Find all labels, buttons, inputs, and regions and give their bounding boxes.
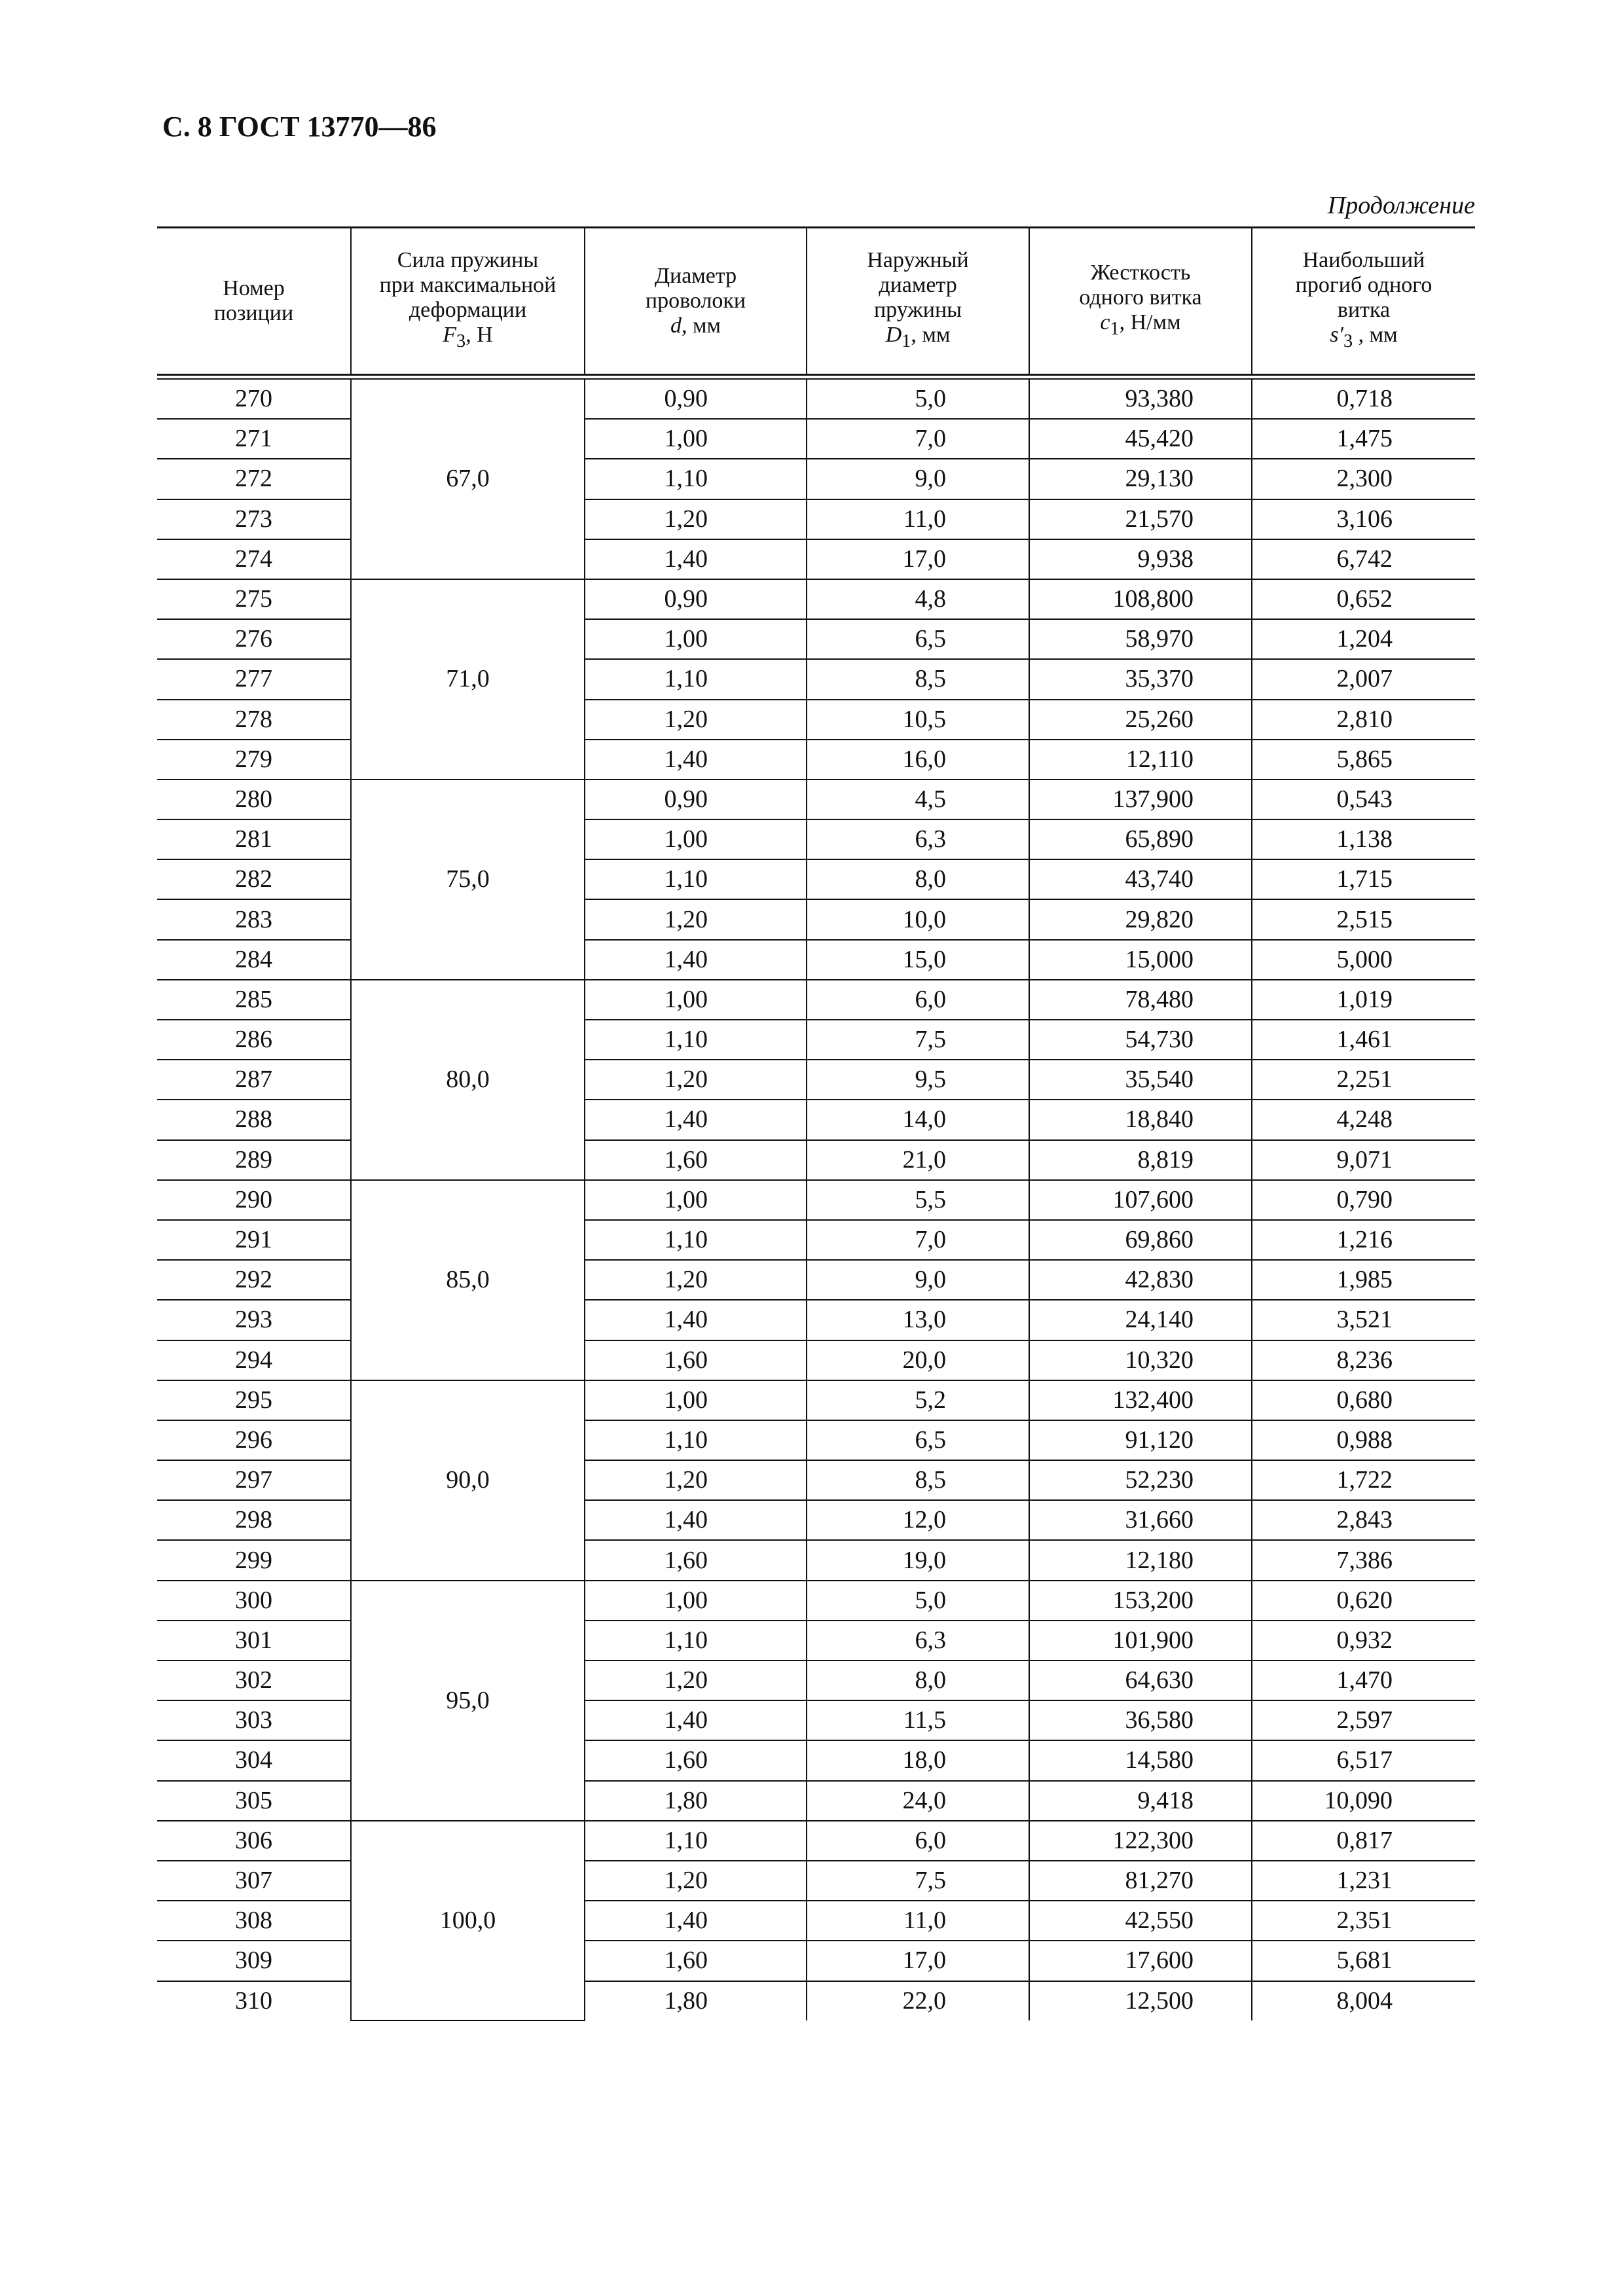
table-header [157,228,1475,380]
cell-position: 296 [157,1420,351,1460]
table-row [157,579,1475,619]
cell-max-deflection: 5,865 [1252,740,1475,780]
cell-position: 298 [157,1500,351,1540]
cell-max-deflection: 1,019 [1252,980,1475,1020]
cell-max-deflection: 1,138 [1252,819,1475,859]
cell-wire-diameter: 1,10 [585,1420,807,1460]
cell-outer-diameter: 5,0 [807,379,1029,419]
cell-stiffness: 35,370 [1029,659,1252,699]
cell-wire-diameter: 1,20 [585,1660,807,1700]
cell-position: 307 [157,1861,351,1901]
cell-max-deflection: 1,722 [1252,1460,1475,1500]
cell-position: 275 [157,579,351,619]
cell-max-deflection: 0,680 [1252,1380,1475,1420]
cell-position: 277 [157,659,351,699]
cell-stiffness: 8,819 [1029,1140,1252,1180]
cell-position: 292 [157,1260,351,1300]
cell-outer-diameter: 24,0 [807,1781,1029,1821]
cell-wire-diameter: 1,40 [585,1100,807,1139]
col-header-max-deflection: Наибольший прогиб одного витка $s'_3$ , мм [1252,228,1475,375]
cell-max-deflection: 3,521 [1252,1300,1475,1340]
table-row [157,1180,1475,1220]
cell-force: 80,0 [351,980,585,1180]
cell-position: 287 [157,1060,351,1100]
cell-position: 270 [157,379,351,419]
cell-wire-diameter: 1,10 [585,1220,807,1260]
cell-wire-diameter: 1,60 [585,1540,807,1580]
cell-position: 301 [157,1621,351,1660]
cell-wire-diameter: 1,80 [585,1781,807,1821]
cell-wire-diameter: 1,80 [585,1981,807,2020]
cell-outer-diameter: 11,0 [807,499,1029,539]
cell-position: 291 [157,1220,351,1260]
cell-position: 284 [157,940,351,980]
cell-outer-diameter: 7,5 [807,1020,1029,1060]
cell-wire-diameter: 1,20 [585,1060,807,1100]
cell-stiffness: 81,270 [1029,1861,1252,1901]
col-header-force: Сила пружины при максимальной деформации $F_3$, Н [351,228,585,375]
cell-stiffness: 54,730 [1029,1020,1252,1060]
cell-wire-diameter: 1,00 [585,1380,807,1420]
cell-stiffness: 58,970 [1029,619,1252,659]
cell-max-deflection: 8,004 [1252,1981,1475,2020]
cell-wire-diameter: 1,60 [585,1740,807,1780]
cell-stiffness: 31,660 [1029,1500,1252,1540]
cell-outer-diameter: 4,5 [807,780,1029,819]
cell-outer-diameter: 21,0 [807,1140,1029,1180]
cell-max-deflection: 2,300 [1252,459,1475,499]
cell-force: 75,0 [351,780,585,980]
cell-outer-diameter: 11,5 [807,1700,1029,1740]
cell-position: 303 [157,1700,351,1740]
cell-wire-diameter: 1,10 [585,1621,807,1660]
cell-outer-diameter: 17,0 [807,539,1029,579]
cell-wire-diameter: 1,40 [585,539,807,579]
cell-outer-diameter: 6,5 [807,1420,1029,1460]
cell-max-deflection: 1,475 [1252,419,1475,459]
cell-max-deflection: 5,681 [1252,1941,1475,1981]
cell-stiffness: 15,000 [1029,940,1252,980]
cell-max-deflection: 0,620 [1252,1581,1475,1621]
cell-wire-diameter: 1,10 [585,1020,807,1060]
col-header-position: Номер позиции [157,228,351,375]
cell-stiffness: 42,830 [1029,1260,1252,1300]
cell-position: 281 [157,819,351,859]
cell-position: 300 [157,1581,351,1621]
cell-stiffness: 21,570 [1029,499,1252,539]
cell-max-deflection: 2,351 [1252,1901,1475,1941]
cell-position: 289 [157,1140,351,1180]
cell-outer-diameter: 6,0 [807,980,1029,1020]
cell-wire-diameter: 1,60 [585,1941,807,1981]
cell-stiffness: 12,180 [1029,1540,1252,1580]
cell-wire-diameter: 1,10 [585,1821,807,1861]
cell-outer-diameter: 7,5 [807,1861,1029,1901]
cell-max-deflection: 6,517 [1252,1740,1475,1780]
table-row [157,980,1475,1020]
cell-outer-diameter: 9,5 [807,1060,1029,1100]
cell-position: 271 [157,419,351,459]
cell-stiffness: 9,938 [1029,539,1252,579]
cell-outer-diameter: 11,0 [807,1901,1029,1941]
cell-wire-diameter: 1,20 [585,1861,807,1901]
cell-max-deflection: 2,515 [1252,899,1475,939]
cell-wire-diameter: 1,40 [585,940,807,980]
cell-wire-diameter: 1,60 [585,1340,807,1380]
cell-outer-diameter: 8,5 [807,659,1029,699]
cell-position: 286 [157,1020,351,1060]
cell-stiffness: 29,820 [1029,899,1252,939]
cell-force: 71,0 [351,579,585,780]
cell-max-deflection: 0,790 [1252,1180,1475,1220]
cell-position: 290 [157,1180,351,1220]
cell-position: 274 [157,539,351,579]
cell-force: 90,0 [351,1380,585,1581]
cell-max-deflection: 1,204 [1252,619,1475,659]
cell-stiffness: 52,230 [1029,1460,1252,1500]
cell-wire-diameter: 1,10 [585,459,807,499]
cell-stiffness: 12,500 [1029,1981,1252,2020]
cell-max-deflection: 1,231 [1252,1861,1475,1901]
cell-max-deflection: 2,843 [1252,1500,1475,1540]
cell-max-deflection: 5,000 [1252,940,1475,980]
cell-position: 280 [157,780,351,819]
cell-position: 288 [157,1100,351,1139]
cell-outer-diameter: 9,0 [807,459,1029,499]
cell-outer-diameter: 13,0 [807,1300,1029,1340]
cell-stiffness: 91,120 [1029,1420,1252,1460]
cell-stiffness: 42,550 [1029,1901,1252,1941]
table-row [157,1821,1475,1861]
cell-max-deflection: 7,386 [1252,1540,1475,1580]
table-row [157,780,1475,819]
spring-table [157,226,1475,2021]
cell-wire-diameter: 1,20 [585,1460,807,1500]
cell-position: 297 [157,1460,351,1500]
cell-stiffness: 122,300 [1029,1821,1252,1861]
cell-wire-diameter: 1,20 [585,499,807,539]
cell-max-deflection: 1,715 [1252,859,1475,899]
cell-wire-diameter: 0,90 [585,579,807,619]
cell-outer-diameter: 22,0 [807,1981,1029,2020]
cell-stiffness: 93,380 [1029,379,1252,419]
cell-wire-diameter: 1,20 [585,1260,807,1300]
cell-outer-diameter: 4,8 [807,579,1029,619]
cell-stiffness: 137,900 [1029,780,1252,819]
cell-wire-diameter: 1,00 [585,419,807,459]
cell-outer-diameter: 15,0 [807,940,1029,980]
cell-stiffness: 24,140 [1029,1300,1252,1340]
cell-outer-diameter: 20,0 [807,1340,1029,1380]
cell-wire-diameter: 1,20 [585,700,807,740]
cell-force: 67,0 [351,379,585,579]
cell-max-deflection: 6,742 [1252,539,1475,579]
cell-stiffness: 29,130 [1029,459,1252,499]
cell-max-deflection: 2,597 [1252,1700,1475,1740]
cell-outer-diameter: 8,0 [807,1660,1029,1700]
cell-stiffness: 25,260 [1029,700,1252,740]
cell-stiffness: 35,540 [1029,1060,1252,1100]
cell-wire-diameter: 1,00 [585,1581,807,1621]
cell-wire-diameter: 1,00 [585,619,807,659]
cell-stiffness: 101,900 [1029,1621,1252,1660]
cell-wire-diameter: 1,10 [585,859,807,899]
cell-position: 293 [157,1300,351,1340]
cell-position: 285 [157,980,351,1020]
cell-max-deflection: 0,718 [1252,379,1475,419]
cell-outer-diameter: 6,0 [807,1821,1029,1861]
cell-wire-diameter: 1,00 [585,1180,807,1220]
cell-wire-diameter: 1,20 [585,899,807,939]
cell-max-deflection: 0,817 [1252,1821,1475,1861]
table-row [157,379,1475,419]
cell-position: 305 [157,1781,351,1821]
cell-max-deflection: 2,007 [1252,659,1475,699]
cell-outer-diameter: 7,0 [807,1220,1029,1260]
cell-outer-diameter: 16,0 [807,740,1029,780]
cell-max-deflection: 8,236 [1252,1340,1475,1380]
cell-wire-diameter: 1,40 [585,1300,807,1340]
cell-position: 304 [157,1740,351,1780]
cell-outer-diameter: 19,0 [807,1540,1029,1580]
cell-stiffness: 153,200 [1029,1581,1252,1621]
cell-wire-diameter: 1,40 [585,1700,807,1740]
cell-position: 276 [157,619,351,659]
cell-stiffness: 78,480 [1029,980,1252,1020]
cell-stiffness: 69,860 [1029,1220,1252,1260]
cell-outer-diameter: 6,5 [807,619,1029,659]
cell-force: 95,0 [351,1581,585,1821]
cell-wire-diameter: 1,40 [585,1500,807,1540]
col-header-wire-diameter: Диаметр проволоки d, мм [585,228,807,375]
cell-stiffness: 64,630 [1029,1660,1252,1700]
cell-position: 310 [235,1986,272,2015]
page-header: С. 8 ГОСТ 13770—86 [162,111,437,143]
cell-position: 308 [157,1901,351,1941]
cell-max-deflection: 1,461 [1252,1020,1475,1060]
cell-outer-diameter: 17,0 [807,1941,1029,1981]
cell-outer-diameter: 10,5 [807,700,1029,740]
cell-max-deflection: 1,985 [1252,1260,1475,1300]
cell-outer-diameter: 6,3 [807,819,1029,859]
cell-wire-diameter: 0,90 [585,379,807,419]
cell-stiffness: 9,418 [1029,1781,1252,1821]
cell-position: 299 [157,1540,351,1580]
cell-outer-diameter: 8,0 [807,859,1029,899]
cell-outer-diameter: 5,2 [807,1380,1029,1420]
cell-wire-diameter: 1,00 [585,819,807,859]
table-row [157,1581,1475,1621]
cell-max-deflection: 10,090 [1252,1781,1475,1821]
cell-max-deflection: 3,106 [1252,499,1475,539]
cell-position: 272 [157,459,351,499]
cell-wire-diameter: 1,60 [585,1140,807,1180]
cell-wire-diameter: 1,10 [585,659,807,699]
cell-outer-diameter: 5,5 [807,1180,1029,1220]
cell-outer-diameter: 10,0 [807,899,1029,939]
cell-outer-diameter: 18,0 [807,1740,1029,1780]
cell-stiffness: 45,420 [1029,419,1252,459]
cell-position: 273 [157,499,351,539]
cell-force: 100,0 [351,1821,585,2020]
cell-position: 306 [157,1821,351,1861]
cell-position: 302 [157,1660,351,1700]
cell-max-deflection: 0,652 [1252,579,1475,619]
cell-position: 294 [157,1340,351,1380]
cell-outer-diameter: 14,0 [807,1100,1029,1139]
cell-stiffness: 108,800 [1029,579,1252,619]
cell-stiffness: 132,400 [1029,1380,1252,1420]
cell-stiffness: 65,890 [1029,819,1252,859]
cell-outer-diameter: 9,0 [807,1260,1029,1300]
cell-max-deflection: 0,988 [1252,1420,1475,1460]
col-header-outer-diameter: Наружный диаметр пружины $D_1$, мм [807,228,1029,375]
cell-wire-diameter: 1,00 [585,980,807,1020]
cell-wire-diameter: 1,40 [585,1901,807,1941]
cell-force: 85,0 [351,1180,585,1380]
col-header-stiffness: Жесткость одного витка $c_1$, Н/мм [1029,228,1252,375]
cell-outer-diameter: 6,3 [807,1621,1029,1660]
cell-outer-diameter: 7,0 [807,419,1029,459]
cell-max-deflection: 1,470 [1252,1660,1475,1700]
cell-max-deflection: 2,810 [1252,700,1475,740]
cell-stiffness: 107,600 [1029,1180,1252,1220]
cell-stiffness: 36,580 [1029,1700,1252,1740]
continuation-label: Продолжение [1327,192,1475,219]
cell-outer-diameter: 5,0 [807,1581,1029,1621]
cell-stiffness: 10,320 [1029,1340,1252,1380]
cell-position: 278 [157,700,351,740]
cell-stiffness: 18,840 [1029,1100,1252,1139]
cell-stiffness: 43,740 [1029,859,1252,899]
cell-max-deflection: 0,932 [1252,1621,1475,1660]
cell-outer-diameter: 12,0 [807,1500,1029,1540]
cell-position: 283 [157,899,351,939]
cell-position: 295 [157,1380,351,1420]
cell-max-deflection: 2,251 [1252,1060,1475,1100]
cell-wire-diameter: 0,90 [585,780,807,819]
cell-max-deflection: 9,071 [1252,1140,1475,1180]
cell-max-deflection: 4,248 [1252,1100,1475,1139]
cell-position: 279 [157,740,351,780]
table-row [157,1380,1475,1420]
cell-stiffness: 12,110 [1029,740,1252,780]
cell-max-deflection: 1,216 [1252,1220,1475,1260]
cell-max-deflection: 0,543 [1252,780,1475,819]
spring-table-wrap [157,226,1475,2021]
cell-position: 309 [157,1941,351,1981]
cell-position: 282 [157,859,351,899]
table-body [157,379,1475,2020]
cell-wire-diameter: 1,40 [585,740,807,780]
cell-outer-diameter: 8,5 [807,1460,1029,1500]
cell-stiffness: 14,580 [1029,1740,1252,1780]
cell-stiffness: 17,600 [1029,1941,1252,1981]
